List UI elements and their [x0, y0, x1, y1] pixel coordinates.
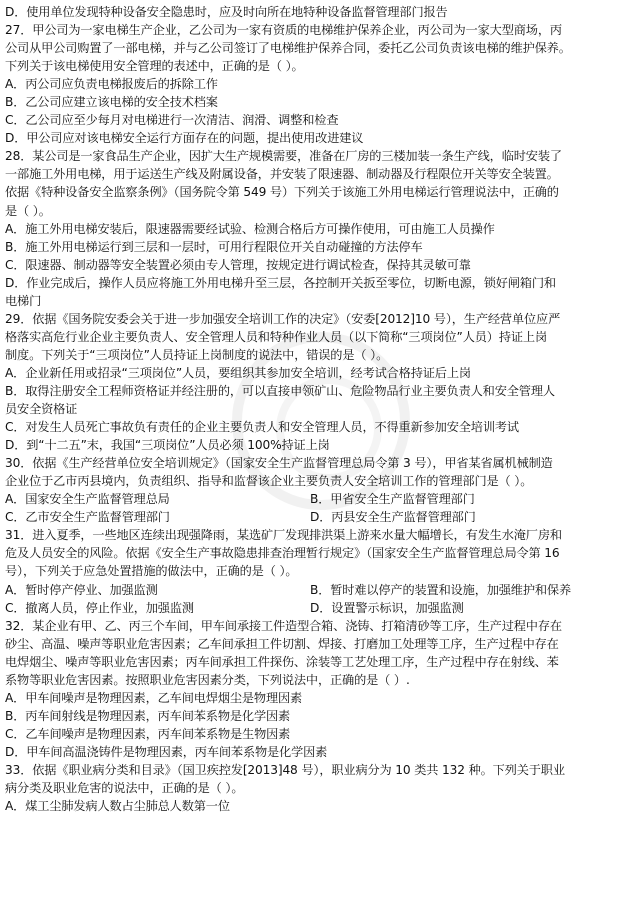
option-d: D．设置警示标识，加强监测	[310, 600, 464, 615]
text-line: 电焊烟尘、噪声等职业危害因素；丙车间承担工件探伤、涂装等工艺处理工序，生产过程中存在射线、苯	[5, 654, 559, 669]
option-a: A．暂时停产停业、加强监测	[5, 582, 158, 597]
question-31: 31．进入夏季，一些地区连续出现强降雨，某选矿厂发现排洪渠上游来水量大幅增长，有发生水淹厂房和	[5, 528, 562, 543]
text-line: D．使用单位发现特种设备安全隐患时，应及时向所在地特种设备监督管理部门报告	[5, 5, 448, 19]
option-a: A．国家安全生产监督管理总局	[5, 492, 170, 507]
text-line: 号），下列关于应急处置措施的做法中，正确的是（ ）。	[5, 564, 298, 579]
text-line: 制度。下列关于“三项岗位”人员持证上岗制度的说法中，错误的是（ ）。	[5, 347, 389, 362]
text-line: 下列关于该电梯使用安全管理的表述中，正确的是（ ）。	[5, 59, 304, 74]
option-a: A．甲车间噪声是物理因素，乙车间电焊烟尘是物理因素	[5, 690, 303, 705]
option-d: D．到“十二五”末，我国“三项岗位”人员必须 100%持证上岗	[5, 438, 330, 453]
options-row	[5, 581, 637, 599]
text-line: 公司从甲公司购置了一部电梯，并与乙公司签订了电梯维护保养合同，委托乙公司负责该电梯的维护保养。	[5, 41, 571, 56]
option-d: D．甲车间高温浇铸件是物理因素，丙车间苯系物是化学因素	[5, 744, 328, 759]
question-32: 32．某企业有甲、乙、丙三个车间，甲车间承接工件造型合箱、浇铸、打箱清砂等工序，生产过程中存在	[5, 618, 562, 633]
question-29: 29．依据《国务院安委会关于进一步加强安全培训工作的决定》（安委[2012]10 号），生产经营单位应严	[5, 311, 561, 326]
question-30: 30．依据《生产经营单位安全培训规定》（国家安全生产监督管理总局令第 3 号），甲省某省属机械制造	[5, 456, 553, 471]
option-b: B．暂时难以停产的装置和设施，加强维护和保养	[310, 582, 571, 597]
option-d: D．作业完成后，操作人员应将施工外用电梯升至三层，各控制开关扳至零位，切断电源，锁好闸箱门和	[5, 275, 556, 290]
question-27: 27．甲公司为一家电梯生产企业，乙公司为一家有资质的电梯维护保养企业，丙公司为一家大型商场，丙	[5, 23, 562, 38]
text-line: 砂尘、高温、噪声等职业危害因素；乙车间承担工件切割、焊接、打磨加工处理等工序，生产过程中存在	[5, 636, 559, 651]
option-a: A．施工外用电梯安装后，限速器需要经试验、检测合格后方可操作使用，可由施工人员操作	[5, 221, 495, 236]
option-d: D．甲公司应对该电梯安全运行方面存在的问题，提出使用改进建议	[5, 131, 364, 146]
option-a: A．煤工尘肺发病人数占尘肺总人数第一位	[5, 799, 230, 814]
question-33: 33．依据《职业病分类和目录》（国卫疾控发[2013]48 号），职业病分为 10 类共 132 种。下列关于职业	[5, 762, 565, 777]
option-b: B．取得注册安全工程师资格证并经注册的，可以直接申领矿山、危险物品行业主要负责人和安全管理人	[5, 383, 555, 398]
option-c: C．对发生人员死亡事故负有责任的企业主要负责人和安全管理人员，不得重新参加安全培训考试	[5, 420, 519, 435]
option-c: C．乙市安全生产监督管理部门	[5, 510, 170, 525]
option-c: C．乙车间噪声是物理因素，丙车间苯系物是生物因素	[5, 726, 291, 741]
text-line: 是（ ）。	[5, 203, 51, 218]
text-line: 企业位于乙市丙县境内，负责组织、指导和监督该企业主要负责人安全培训工作的管理部门是（ ）。	[5, 474, 533, 489]
text-line: 员安全资格证	[5, 402, 78, 417]
text-line: 系物等职业危害因素。按照职业危害因素分类，下列说法中，正确的是（ ）.	[5, 672, 410, 687]
option-d: D．丙县安全生产监督管理部门	[310, 510, 476, 525]
text-line: 电梯门	[5, 293, 42, 308]
options-row	[5, 490, 637, 508]
options-row	[5, 599, 637, 617]
option-b: B．施工外用电梯运行到三层和一层时，可用行程限位开关自动碰撞的方法停车	[5, 239, 423, 254]
option-c: C．限速器、制动器等安全装置必须由专人管理，按规定进行调试检查，保持其灵敏可靠	[5, 257, 471, 272]
option-b: B．丙车间射线是物理因素，丙车间苯系物是化学因素	[5, 708, 291, 723]
exam-page	[5, 3, 637, 815]
option-b: B．乙公司应建立该电梯的安全技术档案	[5, 95, 218, 110]
option-b: B．甲省安全生产监督管理部门	[310, 492, 475, 507]
option-a: A．企业新任用或招录“三项岗位”人员，要组织其参加安全培训，经考试合格持证后上岗	[5, 365, 471, 380]
text-line: 一部施工外用电梯，用于运送生产线及附属设备，并安装了限速器、制动器及行程限位开关等安全装置。	[5, 167, 559, 182]
options-row	[5, 508, 637, 526]
text-line: 依据《特种设备安全监察条例》（国务院令第 549 号）下列关于该施工外用电梯运行管理说法中，正确的	[5, 185, 559, 200]
text-line: 危及人员安全的风险。依据《安全生产事故隐患排查治理暂行规定》（国家安全生产监督管理总局令第 16	[5, 546, 560, 561]
question-28: 28．某公司是一家食品生产企业，因扩大生产规模需要，准备在厂房的三楼加装一条生产线，临时安装了	[5, 149, 562, 164]
option-c: C．乙公司应至少每月对电梯进行一次清洁、润滑、调整和检查	[5, 113, 339, 128]
text-line: 格落实高危行业企业主要负责人、安全管理人员和特种作业人员（以下简称“三项岗位”人员）持证上岗	[5, 329, 547, 344]
text-line: 病分类及职业危害的说法中，正确的是（ ）。	[5, 781, 244, 796]
option-c: C．撤离人员，停止作业，加强监测	[5, 600, 194, 615]
option-a: A．丙公司应负责电梯报废后的拆除工作	[5, 77, 218, 92]
